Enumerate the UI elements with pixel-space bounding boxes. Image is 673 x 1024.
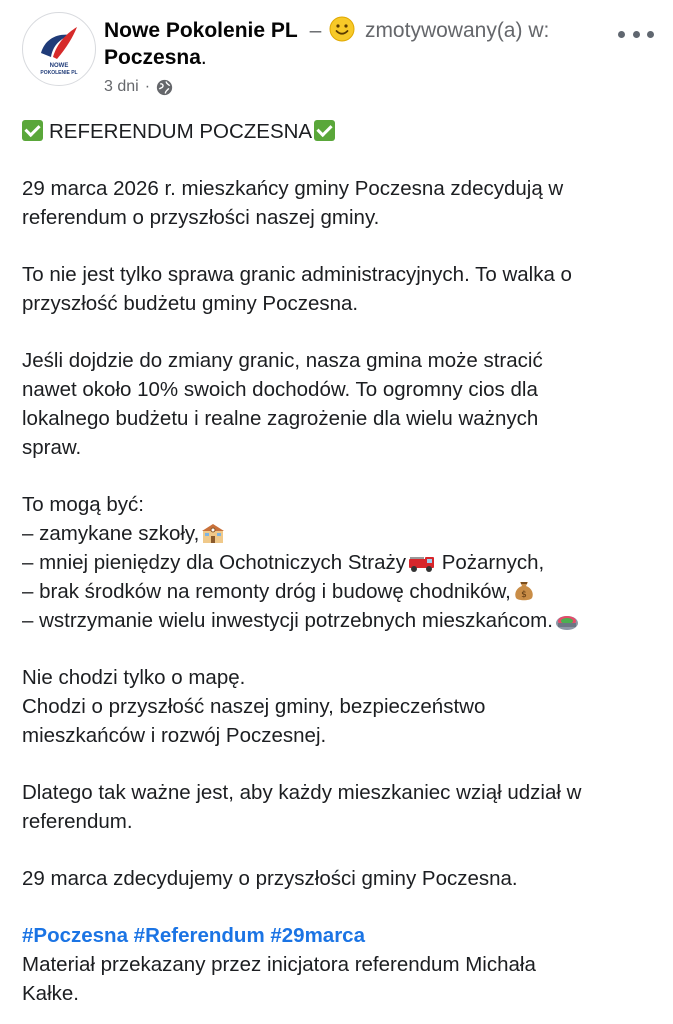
- post-timestamp[interactable]: 3 dni: [104, 78, 139, 95]
- money-bag-icon: [513, 578, 535, 602]
- footer-line: Kałke.: [22, 982, 79, 1005]
- post-heading: [22, 117, 662, 146]
- fire-engine-icon: [408, 553, 436, 573]
- globe-icon[interactable]: [156, 79, 173, 96]
- paragraph-line: To nie jest tylko sprawa granic administracyjnych. To walka o: [22, 263, 572, 286]
- list-item-text: – brak środków na remonty dróg i budowę chodników,: [22, 580, 511, 603]
- paragraph-line: 29 marca 2026 r. mieszkańcy gminy Poczesna zdecydują w: [22, 177, 564, 200]
- list-item-text: – zamykane szkoły,: [22, 522, 200, 545]
- paragraph-line: nawet około 10% swoich dochodów. To ogromny cios dla: [22, 378, 538, 401]
- feeling-dash: –: [309, 19, 322, 42]
- list-item-text: Pożarnych,: [436, 551, 545, 574]
- paragraph-1: [22, 174, 662, 232]
- paragraph-line: Nie chodzi tylko o mapę.: [22, 666, 246, 689]
- more-options-icon[interactable]: [618, 26, 654, 42]
- feeling-text[interactable]: zmotywowany(a) w:: [364, 19, 550, 42]
- stadium-icon: [555, 609, 579, 631]
- paragraph-line: referendum o przyszłości naszej gminy.: [22, 206, 380, 229]
- list-intro: To mogą być:: [22, 493, 144, 516]
- smiling-face-icon: [329, 16, 355, 42]
- svg-text:$: $: [520, 590, 527, 600]
- page-name-link[interactable]: Nowe Pokolenie PL: [104, 19, 298, 42]
- paragraph-line: Chodzi o przyszłość naszej gminy, bezpieczeństwo: [22, 695, 486, 718]
- check-mark-icon: [314, 120, 335, 141]
- list-item-text: – wstrzymanie wielu inwestycji potrzebnych mieszkańcom.: [22, 609, 553, 632]
- paragraph-line: przyszłość budżetu gminy Poczesna.: [22, 292, 359, 315]
- footer-line: Materiał przekazany przez inicjatora referendum Michała: [22, 953, 536, 976]
- location-period: .: [200, 46, 207, 69]
- meta-separator: ·: [144, 78, 151, 95]
- location-line: [104, 44, 207, 72]
- list-item: [22, 548, 662, 577]
- school-icon: [201, 522, 225, 544]
- svg-text:POKOLENIE PL: POKOLENIE PL: [40, 70, 78, 76]
- paragraph-line: 29 marca zdecydujemy o przyszłości gminy Poczesna.: [22, 867, 518, 890]
- post-author-line: [104, 16, 549, 45]
- list-item: [22, 577, 662, 606]
- bullet-list: [22, 490, 662, 635]
- page-avatar[interactable]: [22, 12, 96, 86]
- paragraph-7: [22, 864, 662, 893]
- paragraph-line: referendum.: [22, 810, 133, 833]
- paragraph-line: Dlatego tak ważne jest, aby każdy mieszkaniec wziął udział w: [22, 781, 582, 804]
- check-mark-icon: [22, 120, 43, 141]
- post-meta: [104, 76, 173, 98]
- location-link[interactable]: Poczesna: [104, 46, 201, 69]
- page-logo: [23, 13, 95, 85]
- list-item: [22, 606, 662, 635]
- paragraph-line: Jeśli dojdzie do zmiany granic, nasza gmina może stracić: [22, 349, 543, 372]
- hashtag-links[interactable]: #Poczesna #Referendum #29marca: [22, 924, 365, 947]
- paragraph-3: [22, 346, 662, 462]
- paragraph-6: [22, 778, 662, 836]
- post-header: [22, 12, 662, 102]
- list-item: [22, 519, 662, 548]
- svg-text:NOWE: NOWE: [49, 63, 69, 69]
- paragraph-5: [22, 663, 662, 750]
- paragraph-line: spraw.: [22, 436, 82, 459]
- post-body: [22, 117, 662, 1008]
- list-item-text: – mniej pieniędzy dla Ochotniczych Straży: [22, 551, 406, 574]
- paragraph-line: lokalnego budżetu i realne zagrożenie dla wielu ważnych: [22, 407, 539, 430]
- paragraph-2: [22, 260, 662, 318]
- heading-text: REFERENDUM POCZESNA: [49, 120, 313, 143]
- paragraph-line: mieszkańców i rozwój Poczesnej.: [22, 724, 327, 747]
- post-footer: [22, 921, 662, 1008]
